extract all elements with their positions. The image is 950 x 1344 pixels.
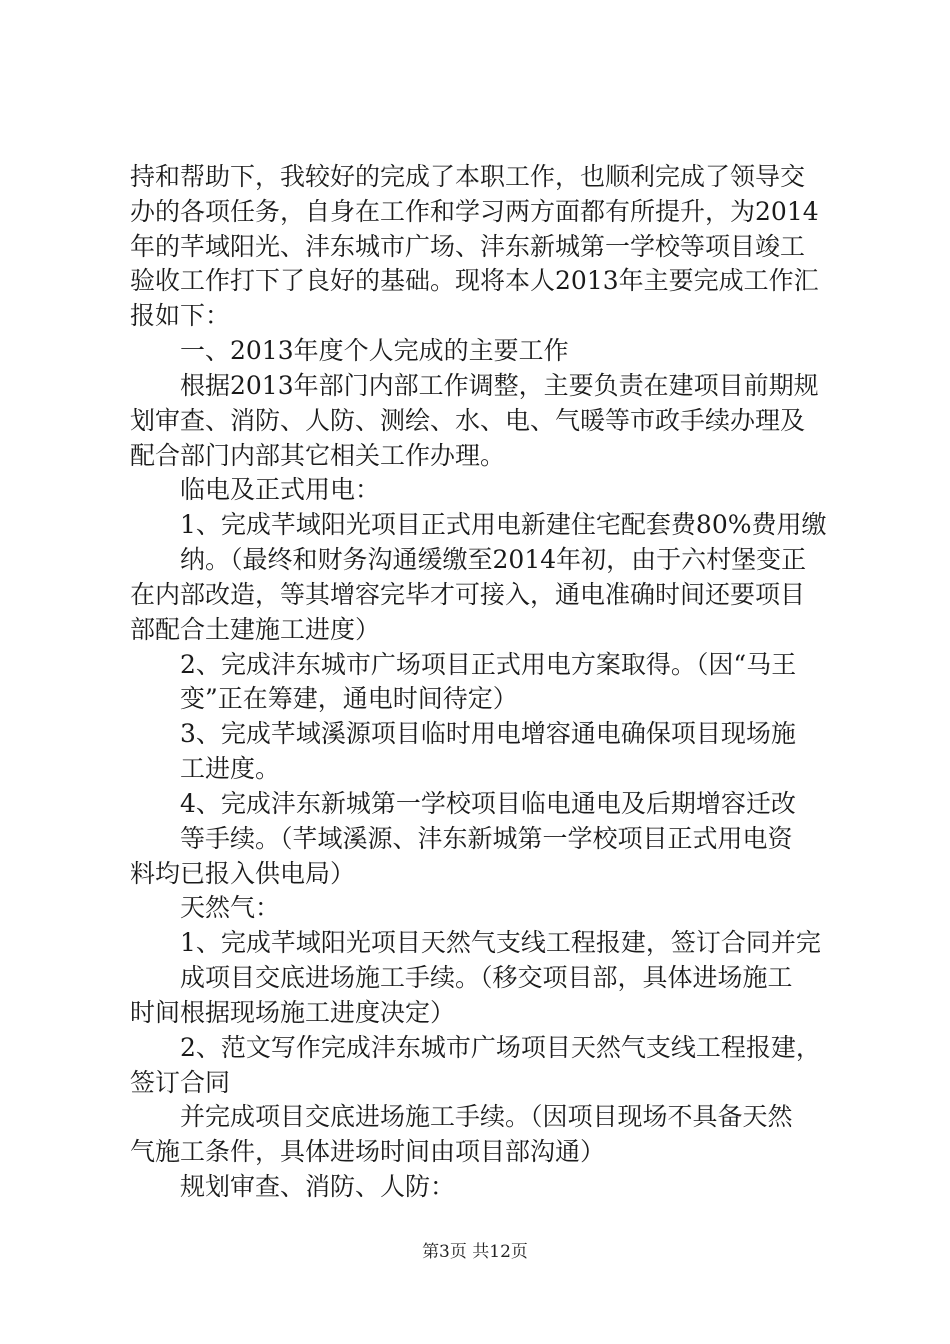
text-line-21: 料均已报入供电局） xyxy=(130,859,356,888)
text-line-23: 1、完成芊域阳光项目天然气支线工程报建，签订合同并完 xyxy=(180,928,821,957)
text-line-18: 工进度。 xyxy=(180,754,281,783)
text-line-22: 天然气： xyxy=(180,893,281,922)
text-line-6: 一、2013年度个人完成的主要工作 xyxy=(180,336,569,365)
text-line-25: 时间根据现场施工进度决定） xyxy=(130,998,456,1027)
text-line-3: 年的芊域阳光、沣东城市广场、沣东新城第一学校等项目竣工 xyxy=(130,232,806,261)
text-line-1: 持和帮助下，我较好的完成了本职工作，也顺利完成了领导交 xyxy=(130,162,806,191)
text-line-7: 根据2013年部门内部工作调整，主要负责在建项目前期规 xyxy=(180,371,819,400)
page-footer: 第3页 共12页 xyxy=(422,1242,528,1262)
text-line-13: 在内部改造，等其增容完毕才可接入，通电准确时间还要项目 xyxy=(130,580,806,609)
text-line-2: 办的各项任务，自身在工作和学习两方面都有所提升，为2014 xyxy=(130,197,819,226)
text-line-27: 签订合同 xyxy=(130,1068,231,1097)
text-line-5: 报如下： xyxy=(130,301,231,330)
text-line-26: 2、范文写作完成沣东城市广场项目天然气支线工程报建， xyxy=(180,1033,821,1062)
text-line-24: 成项目交底进场施工手续。（移交项目部，具体进场施工 xyxy=(180,963,793,992)
text-line-17: 3、完成芊域溪源项目临时用电增容通电确保项目现场施 xyxy=(180,719,796,748)
text-line-8: 划审查、消防、人防、测绘、水、电、气暖等市政手续办理及 xyxy=(130,406,806,435)
text-line-19: 4、完成沣东新城第一学校项目临电通电及后期增容迁改 xyxy=(180,789,796,818)
text-line-10: 临电及正式用电： xyxy=(180,475,381,504)
text-line-28: 并完成项目交底进场施工手续。（因项目现场不具备天然 xyxy=(180,1102,793,1131)
text-line-9: 配合部门内部其它相关工作办理。 xyxy=(130,441,506,470)
text-line-4: 验收工作打下了良好的基础。现将本人2013年主要完成工作汇 xyxy=(130,266,819,295)
text-line-30: 规划审查、消防、人防： xyxy=(180,1172,456,1201)
text-line-20: 等手续。（芊域溪源、沣东新城第一学校项目正式用电资 xyxy=(180,824,793,853)
text-line-16: 变”正在筹建，通电时间待定） xyxy=(180,684,518,713)
text-line-12: 纳。（最终和财务沟通缓缴至2014年初，由于六村堡变正 xyxy=(180,545,807,574)
text-line-29: 气施工条件，具体进场时间由项目部沟通） xyxy=(130,1137,606,1166)
text-line-14: 部配合土建施工进度） xyxy=(130,615,381,644)
text-line-11: 1、完成芊域阳光项目正式用电新建住宅配套费80%费用缴 xyxy=(180,510,827,539)
text-line-15: 2、完成沣东城市广场项目正式用电方案取得。（因“马王 xyxy=(180,650,797,679)
